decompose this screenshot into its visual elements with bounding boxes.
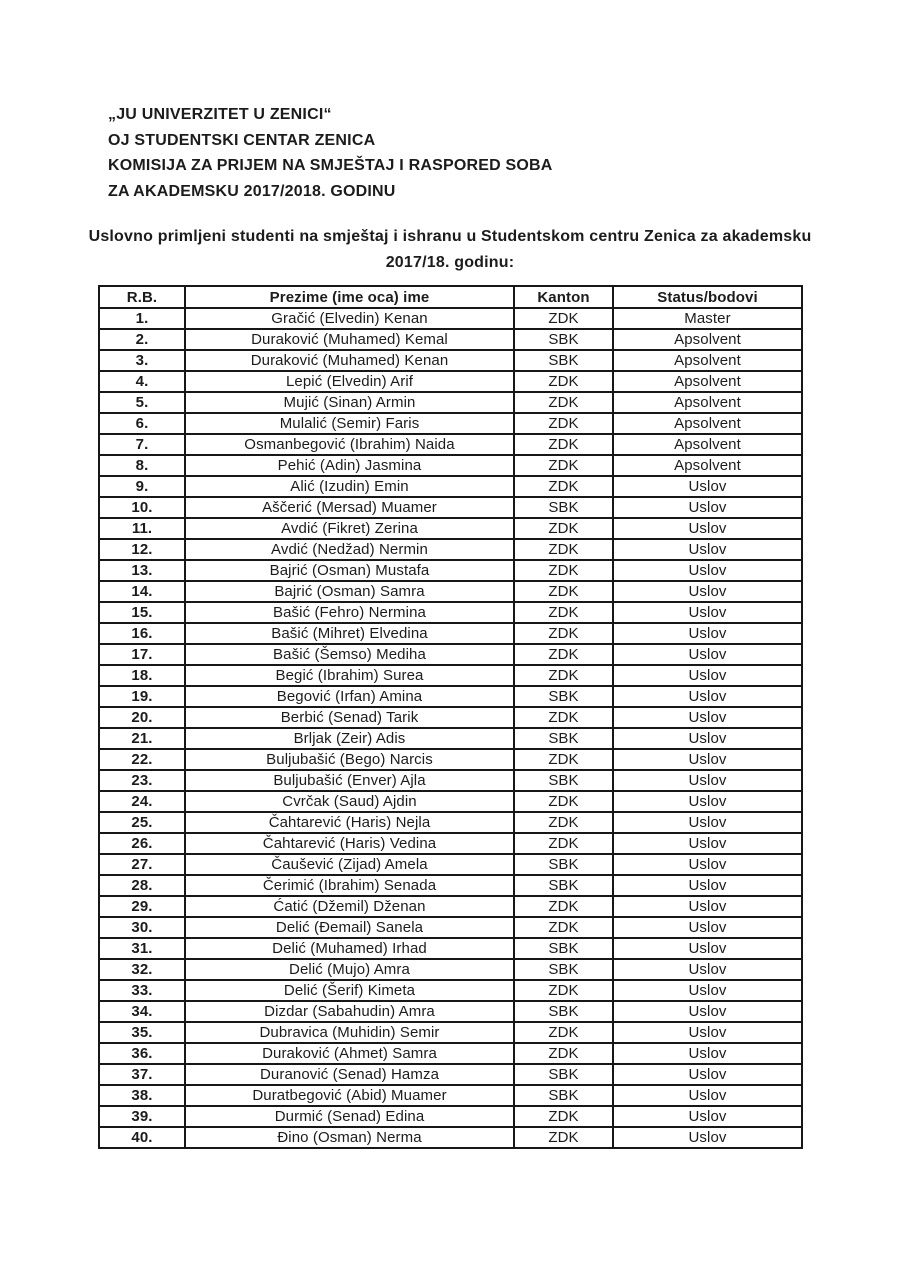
cell-row-number: 1. xyxy=(99,308,185,329)
cell-row-number: 21. xyxy=(99,728,185,749)
cell-row-number: 2. xyxy=(99,329,185,350)
cell-row-number: 33. xyxy=(99,980,185,1001)
cell-status: Master xyxy=(613,308,802,329)
cell-row-number: 13. xyxy=(99,560,185,581)
cell-kanton: SBK xyxy=(514,854,613,875)
cell-row-number: 40. xyxy=(99,1127,185,1148)
cell-status: Uslov xyxy=(613,476,802,497)
cell-status: Uslov xyxy=(613,770,802,791)
cell-status: Uslov xyxy=(613,539,802,560)
cell-row-number: 35. xyxy=(99,1022,185,1043)
cell-status: Uslov xyxy=(613,686,802,707)
document-title-line-1: Uslovno primljeni studenti na smještaj i ishranu u Studentskom centru Zenica za akademsku xyxy=(88,228,812,245)
letterhead-line-year: ZA AKADEMSKU 2017/2018. GODINU xyxy=(108,182,396,200)
cell-kanton: ZDK xyxy=(514,665,613,686)
cell-kanton: SBK xyxy=(514,770,613,791)
table-row xyxy=(99,623,802,644)
cell-student-name: Čerimić (Ibrahim) Senada xyxy=(185,875,514,896)
cell-kanton: ZDK xyxy=(514,833,613,854)
cell-kanton: ZDK xyxy=(514,476,613,497)
table-row xyxy=(99,644,802,665)
table-row xyxy=(99,980,802,1001)
cell-status: Apsolvent xyxy=(613,392,802,413)
cell-student-name: Alić (Izudin) Emin xyxy=(185,476,514,497)
cell-kanton: ZDK xyxy=(514,791,613,812)
table-row xyxy=(99,413,802,434)
cell-status: Uslov xyxy=(613,812,802,833)
table-row xyxy=(99,938,802,959)
cell-row-number: 15. xyxy=(99,602,185,623)
table-row xyxy=(99,665,802,686)
cell-kanton: ZDK xyxy=(514,392,613,413)
table-row xyxy=(99,833,802,854)
cell-student-name: Lepić (Elvedin) Arif xyxy=(185,371,514,392)
cell-kanton: ZDK xyxy=(514,371,613,392)
cell-row-number: 6. xyxy=(99,413,185,434)
cell-status: Uslov xyxy=(613,959,802,980)
cell-kanton: SBK xyxy=(514,1085,613,1106)
cell-student-name: Avdić (Nedžad) Nermin xyxy=(185,539,514,560)
cell-row-number: 27. xyxy=(99,854,185,875)
cell-row-number: 19. xyxy=(99,686,185,707)
cell-row-number: 39. xyxy=(99,1106,185,1127)
cell-row-number: 5. xyxy=(99,392,185,413)
table-row xyxy=(99,728,802,749)
table-row xyxy=(99,770,802,791)
cell-student-name: Pehić (Adin) Jasmina xyxy=(185,455,514,476)
cell-row-number: 7. xyxy=(99,434,185,455)
cell-student-name: Ćatić (Džemil) Dženan xyxy=(185,896,514,917)
cell-kanton: ZDK xyxy=(514,1127,613,1148)
cell-status: Uslov xyxy=(613,833,802,854)
cell-student-name: Delić (Mujo) Amra xyxy=(185,959,514,980)
students-table-body xyxy=(99,308,802,1148)
cell-student-name: Bašić (Mihret) Elvedina xyxy=(185,623,514,644)
cell-student-name: Aščerić (Mersad) Muamer xyxy=(185,497,514,518)
cell-row-number: 12. xyxy=(99,539,185,560)
cell-student-name: Begović (Irfan) Amina xyxy=(185,686,514,707)
table-row xyxy=(99,707,802,728)
cell-kanton: ZDK xyxy=(514,917,613,938)
cell-student-name: Mulalić (Semir) Faris xyxy=(185,413,514,434)
table-header-row xyxy=(99,286,802,308)
table-row xyxy=(99,1064,802,1085)
cell-status: Uslov xyxy=(613,1022,802,1043)
cell-kanton: SBK xyxy=(514,350,613,371)
cell-status: Uslov xyxy=(613,644,802,665)
cell-row-number: 34. xyxy=(99,1001,185,1022)
cell-student-name: Buljubašić (Bego) Narcis xyxy=(185,749,514,770)
cell-status: Uslov xyxy=(613,896,802,917)
cell-status: Apsolvent xyxy=(613,371,802,392)
cell-kanton: ZDK xyxy=(514,623,613,644)
cell-status: Uslov xyxy=(613,623,802,644)
letterhead-line-unit: OJ STUDENTSKI CENTAR ZENICA xyxy=(108,131,376,149)
cell-status: Uslov xyxy=(613,581,802,602)
cell-kanton: SBK xyxy=(514,497,613,518)
cell-student-name: Bašić (Šemso) Mediha xyxy=(185,644,514,665)
cell-status: Uslov xyxy=(613,602,802,623)
cell-kanton: ZDK xyxy=(514,1106,613,1127)
cell-row-number: 8. xyxy=(99,455,185,476)
cell-row-number: 4. xyxy=(99,371,185,392)
cell-row-number: 24. xyxy=(99,791,185,812)
cell-status: Uslov xyxy=(613,1001,802,1022)
table-row xyxy=(99,371,802,392)
cell-student-name: Dizdar (Sabahudin) Amra xyxy=(185,1001,514,1022)
cell-row-number: 31. xyxy=(99,938,185,959)
cell-student-name: Bajrić (Osman) Mustafa xyxy=(185,560,514,581)
cell-kanton: ZDK xyxy=(514,812,613,833)
cell-kanton: ZDK xyxy=(514,896,613,917)
cell-kanton: ZDK xyxy=(514,980,613,1001)
cell-student-name: Čahtarević (Haris) Vedina xyxy=(185,833,514,854)
cell-kanton: ZDK xyxy=(514,707,613,728)
cell-row-number: 29. xyxy=(99,896,185,917)
cell-kanton: SBK xyxy=(514,728,613,749)
table-row xyxy=(99,455,802,476)
cell-row-number: 17. xyxy=(99,644,185,665)
cell-kanton: SBK xyxy=(514,686,613,707)
cell-kanton: ZDK xyxy=(514,434,613,455)
table-row xyxy=(99,476,802,497)
cell-status: Uslov xyxy=(613,917,802,938)
cell-row-number: 9. xyxy=(99,476,185,497)
cell-row-number: 22. xyxy=(99,749,185,770)
table-row xyxy=(99,917,802,938)
cell-student-name: Duraković (Ahmet) Samra xyxy=(185,1043,514,1064)
cell-row-number: 10. xyxy=(99,497,185,518)
cell-kanton: ZDK xyxy=(514,1022,613,1043)
cell-kanton: ZDK xyxy=(514,644,613,665)
cell-kanton: ZDK xyxy=(514,413,613,434)
cell-kanton: ZDK xyxy=(514,749,613,770)
cell-status: Uslov xyxy=(613,1064,802,1085)
cell-student-name: Čaušević (Zijad) Amela xyxy=(185,854,514,875)
cell-status: Uslov xyxy=(613,854,802,875)
cell-kanton: SBK xyxy=(514,1064,613,1085)
cell-row-number: 18. xyxy=(99,665,185,686)
table-row xyxy=(99,602,802,623)
table-row xyxy=(99,329,802,350)
cell-row-number: 20. xyxy=(99,707,185,728)
cell-student-name: Dubravica (Muhidin) Semir xyxy=(185,1022,514,1043)
cell-status: Uslov xyxy=(613,791,802,812)
cell-status: Uslov xyxy=(613,938,802,959)
table-row xyxy=(99,791,802,812)
cell-student-name: Duratbegović (Abid) Muamer xyxy=(185,1085,514,1106)
cell-student-name: Durmić (Senad) Edina xyxy=(185,1106,514,1127)
cell-row-number: 36. xyxy=(99,1043,185,1064)
cell-status: Apsolvent xyxy=(613,350,802,371)
cell-kanton: ZDK xyxy=(514,455,613,476)
cell-row-number: 16. xyxy=(99,623,185,644)
cell-kanton: SBK xyxy=(514,1001,613,1022)
column-header-name: Prezime (ime oca) ime xyxy=(185,286,514,308)
cell-student-name: Mujić (Sinan) Armin xyxy=(185,392,514,413)
cell-student-name: Begić (Ibrahim) Surea xyxy=(185,665,514,686)
cell-row-number: 32. xyxy=(99,959,185,980)
table-row xyxy=(99,434,802,455)
table-row xyxy=(99,1001,802,1022)
cell-status: Uslov xyxy=(613,1085,802,1106)
students-table-header xyxy=(99,286,802,308)
document-title xyxy=(60,224,840,276)
cell-student-name: Čahtarević (Haris) Nejla xyxy=(185,812,514,833)
cell-kanton: ZDK xyxy=(514,560,613,581)
cell-status: Uslov xyxy=(613,497,802,518)
cell-student-name: Bajrić (Osman) Samra xyxy=(185,581,514,602)
cell-row-number: 14. xyxy=(99,581,185,602)
cell-status: Uslov xyxy=(613,875,802,896)
cell-student-name: Buljubašić (Enver) Ajla xyxy=(185,770,514,791)
cell-kanton: SBK xyxy=(514,875,613,896)
cell-kanton: ZDK xyxy=(514,581,613,602)
cell-kanton: SBK xyxy=(514,938,613,959)
table-row xyxy=(99,518,802,539)
table-row xyxy=(99,1127,802,1148)
cell-row-number: 25. xyxy=(99,812,185,833)
letterhead-line-commission: KOMISIJA ZA PRIJEM NA SMJEŠTAJ I RASPORED SOBA xyxy=(108,157,553,174)
letterhead xyxy=(108,102,553,204)
table-row xyxy=(99,581,802,602)
cell-student-name: Bašić (Fehro) Nermina xyxy=(185,602,514,623)
table-row xyxy=(99,1043,802,1064)
column-header-rb: R.B. xyxy=(99,286,185,308)
cell-status: Apsolvent xyxy=(613,455,802,476)
cell-student-name: Berbić (Senad) Tarik xyxy=(185,707,514,728)
table-row xyxy=(99,497,802,518)
cell-row-number: 26. xyxy=(99,833,185,854)
cell-status: Uslov xyxy=(613,1127,802,1148)
cell-student-name: Delić (Šerif) Kimeta xyxy=(185,980,514,1001)
cell-student-name: Osmanbegović (Ibrahim) Naida xyxy=(185,434,514,455)
cell-status: Uslov xyxy=(613,749,802,770)
cell-student-name: Duranović (Senad) Hamza xyxy=(185,1064,514,1085)
table-row xyxy=(99,539,802,560)
cell-row-number: 11. xyxy=(99,518,185,539)
column-header-kanton: Kanton xyxy=(514,286,613,308)
cell-status: Uslov xyxy=(613,1043,802,1064)
cell-student-name: Gračić (Elvedin) Kenan xyxy=(185,308,514,329)
cell-row-number: 23. xyxy=(99,770,185,791)
table-row xyxy=(99,1022,802,1043)
cell-status: Apsolvent xyxy=(613,434,802,455)
cell-status: Uslov xyxy=(613,518,802,539)
table-row xyxy=(99,896,802,917)
cell-status: Uslov xyxy=(613,707,802,728)
table-row xyxy=(99,686,802,707)
cell-student-name: Duraković (Muhamed) Kemal xyxy=(185,329,514,350)
letterhead-line-institution: „JU UNIVERZITET U ZENICI“ xyxy=(108,106,332,123)
students-table xyxy=(98,285,803,1149)
table-row xyxy=(99,1085,802,1106)
cell-kanton: ZDK xyxy=(514,308,613,329)
cell-status: Uslov xyxy=(613,1106,802,1127)
column-header-status: Status/bodovi xyxy=(613,286,802,308)
cell-status: Uslov xyxy=(613,560,802,581)
cell-row-number: 37. xyxy=(99,1064,185,1085)
table-row xyxy=(99,392,802,413)
cell-student-name: Đino (Osman) Nerma xyxy=(185,1127,514,1148)
table-row xyxy=(99,749,802,770)
cell-status: Uslov xyxy=(613,980,802,1001)
cell-row-number: 3. xyxy=(99,350,185,371)
cell-student-name: Cvrčak (Saud) Ajdin xyxy=(185,791,514,812)
table-row xyxy=(99,812,802,833)
cell-student-name: Avdić (Fikret) Zerina xyxy=(185,518,514,539)
table-row xyxy=(99,350,802,371)
cell-kanton: ZDK xyxy=(514,539,613,560)
cell-status: Apsolvent xyxy=(613,329,802,350)
cell-row-number: 28. xyxy=(99,875,185,896)
table-row xyxy=(99,875,802,896)
cell-row-number: 38. xyxy=(99,1085,185,1106)
cell-kanton: ZDK xyxy=(514,602,613,623)
cell-student-name: Delić (Đemail) Sanela xyxy=(185,917,514,938)
document-title-line-2: 2017/18. godinu: xyxy=(385,254,515,271)
cell-status: Uslov xyxy=(613,665,802,686)
table-row xyxy=(99,560,802,581)
table-row xyxy=(99,1106,802,1127)
table-row xyxy=(99,308,802,329)
cell-student-name: Brljak (Zeir) Adis xyxy=(185,728,514,749)
cell-kanton: ZDK xyxy=(514,518,613,539)
cell-kanton: SBK xyxy=(514,959,613,980)
cell-kanton: ZDK xyxy=(514,1043,613,1064)
table-row xyxy=(99,959,802,980)
cell-status: Apsolvent xyxy=(613,413,802,434)
cell-student-name: Delić (Muhamed) Irhad xyxy=(185,938,514,959)
cell-kanton: SBK xyxy=(514,329,613,350)
cell-row-number: 30. xyxy=(99,917,185,938)
cell-status: Uslov xyxy=(613,728,802,749)
cell-student-name: Duraković (Muhamed) Kenan xyxy=(185,350,514,371)
table-row xyxy=(99,854,802,875)
